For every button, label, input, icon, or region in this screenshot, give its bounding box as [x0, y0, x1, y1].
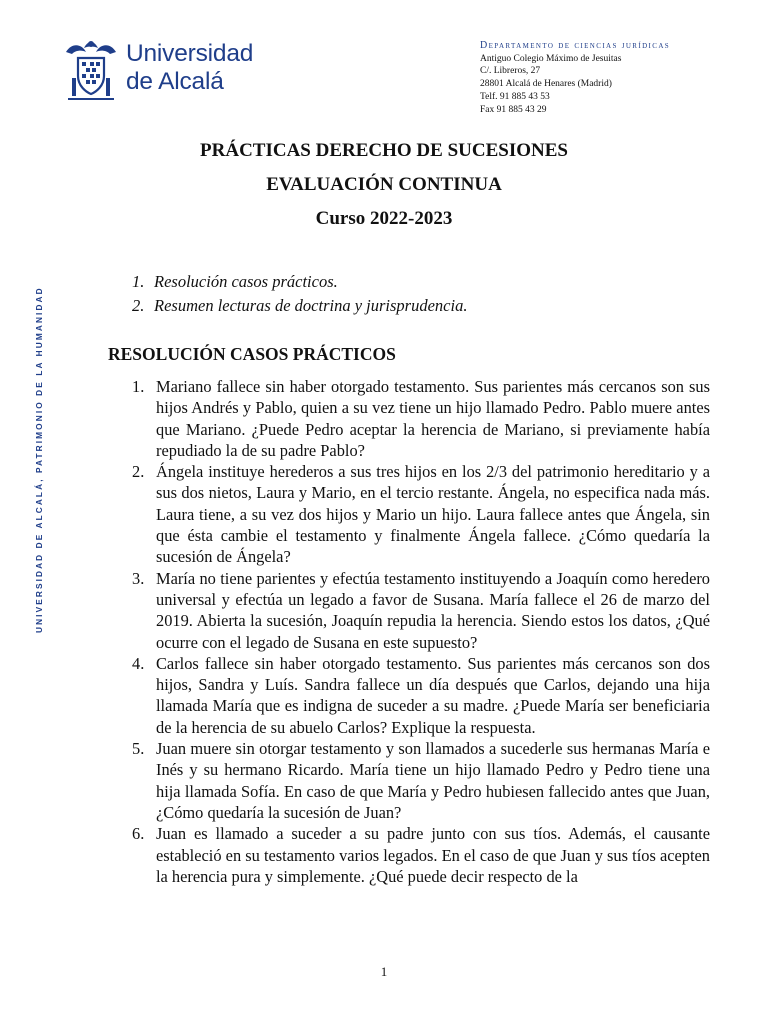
case-text: Carlos fallece sin haber otorgado testamento. Sus parientes más cercanos son dos hijos, Sandra y Luís. Sandra fallece un día después que Carlos, dejando una hija llamada María que es indigna de suceder a su madre. ¿Puede María ser beneficiaria de la herencia de su abuelo Carlos? Explique la respuesta.: [156, 653, 710, 737]
university-logo: [62, 38, 262, 100]
document-title: PRÁCTICAS DERECHO DE SUCESIONES: [200, 140, 568, 161]
side-heritage-label: UNIVERSIDAD DE ALCALÁ, PATRIMONIO DE LA HUMANIDAD: [34, 286, 44, 633]
intro-item-number: 2.: [132, 296, 145, 315]
case-number: 1.: [132, 377, 145, 396]
case-item: [132, 653, 710, 738]
document-subtitle: EVALUACIÓN CONTINUA: [266, 174, 502, 195]
case-text: Juan muere sin otorgar testamento y son llamados a sucederle sus hermanas María e Inés y su hermano Ricardo. María tiene un hijo llamado Pedro y Pedro tiene una hija llamada Sofía. En caso de que María y Pedro hubiesen fallecido antes que Juan, ¿Cómo quedaría la sucesión de Juan?: [156, 739, 710, 822]
intro-item: [132, 270, 467, 294]
university-crest-icon: [62, 38, 120, 100]
department-address-block: [480, 40, 670, 116]
case-text: María no tiene parientes y efectúa testamento instituyendo a Joaquín como heredero universal y efectúa un legado a favor de Susana. María fallece el 26 de marzo del 2019. Abierta la sucesión, Joaquín repudia la herencia. Siendo estos los datos, ¿Qué ocurre con el legado de Susana en este supuesto?: [156, 568, 710, 652]
case-number: 3.: [132, 568, 145, 588]
case-number: 2.: [132, 462, 145, 482]
address-line: Antiguo Colegio Máximo de Jesuitas: [480, 53, 622, 64]
case-item: [132, 461, 710, 567]
case-text: Ángela instituye herederos a sus tres hijos en los 2/3 del patrimonio hereditario y a sus dos nietos, Laura y Mario, en el tercio restante. Ángela, no especifica nada más. Laura tiene, a su vez dos hijos y Mario un hijo. Laura fallece antes que Ángela, sin que ésta cambie el testamento y finalmente Ángela fallece. ¿Cómo quedaría la sucesión de Ángela?: [156, 462, 710, 567]
intro-item: [132, 294, 467, 318]
intro-item-text: Resumen lecturas de doctrina y jurisprudencia.: [154, 296, 468, 315]
case-item: [132, 376, 710, 461]
course-year: Curso 2022-2023: [315, 208, 453, 229]
phone-line: Telf. 91 885 43 53: [480, 91, 550, 102]
case-number: 6.: [132, 824, 145, 844]
fax-line: Fax 91 885 43 29: [480, 104, 547, 115]
logo-line-2: de Alcalá: [126, 68, 224, 95]
university-name: [126, 40, 253, 96]
department-name: Departamento de ciencias jurídicas: [480, 40, 671, 51]
address-line: 28801 Alcalá de Henares (Madrid): [480, 79, 612, 90]
intro-item-text: Resolución casos prácticos.: [154, 272, 338, 291]
section-heading: RESOLUCIÓN CASOS PRÁCTICOS: [108, 344, 396, 364]
case-item: [132, 823, 710, 887]
logo-line-1: Universidad: [126, 40, 254, 67]
address-line: C/. Libreros, 27: [480, 66, 541, 77]
case-text: Juan es llamado a suceder a su padre junto con sus tíos. Además, el causante estableció en su testamento varios legados. En el caso de que Juan y sus tíos acepten la herencia pura y simplemente. ¿Qué puede decir respecto de la: [156, 824, 710, 886]
intro-list: [132, 270, 467, 318]
case-number: 4.: [132, 653, 145, 673]
case-text: Mariano fallece sin haber otorgado testamento. Sus parientes más cercanos son sus hijos Andrés y Pablo, quien a su vez tiene un hijo llamado Pedro. Pablo muere antes que Mariano. ¿Puede Pedro aceptar la herencia de Mariano, si previamente había repudiado la de su padre Pablo?: [156, 377, 710, 460]
intro-item-number: 1.: [132, 272, 145, 291]
case-number: 5.: [132, 739, 145, 759]
case-item: [132, 568, 710, 653]
page-number: 1: [380, 964, 388, 979]
cases-list: [132, 376, 710, 887]
case-item: [132, 738, 710, 823]
